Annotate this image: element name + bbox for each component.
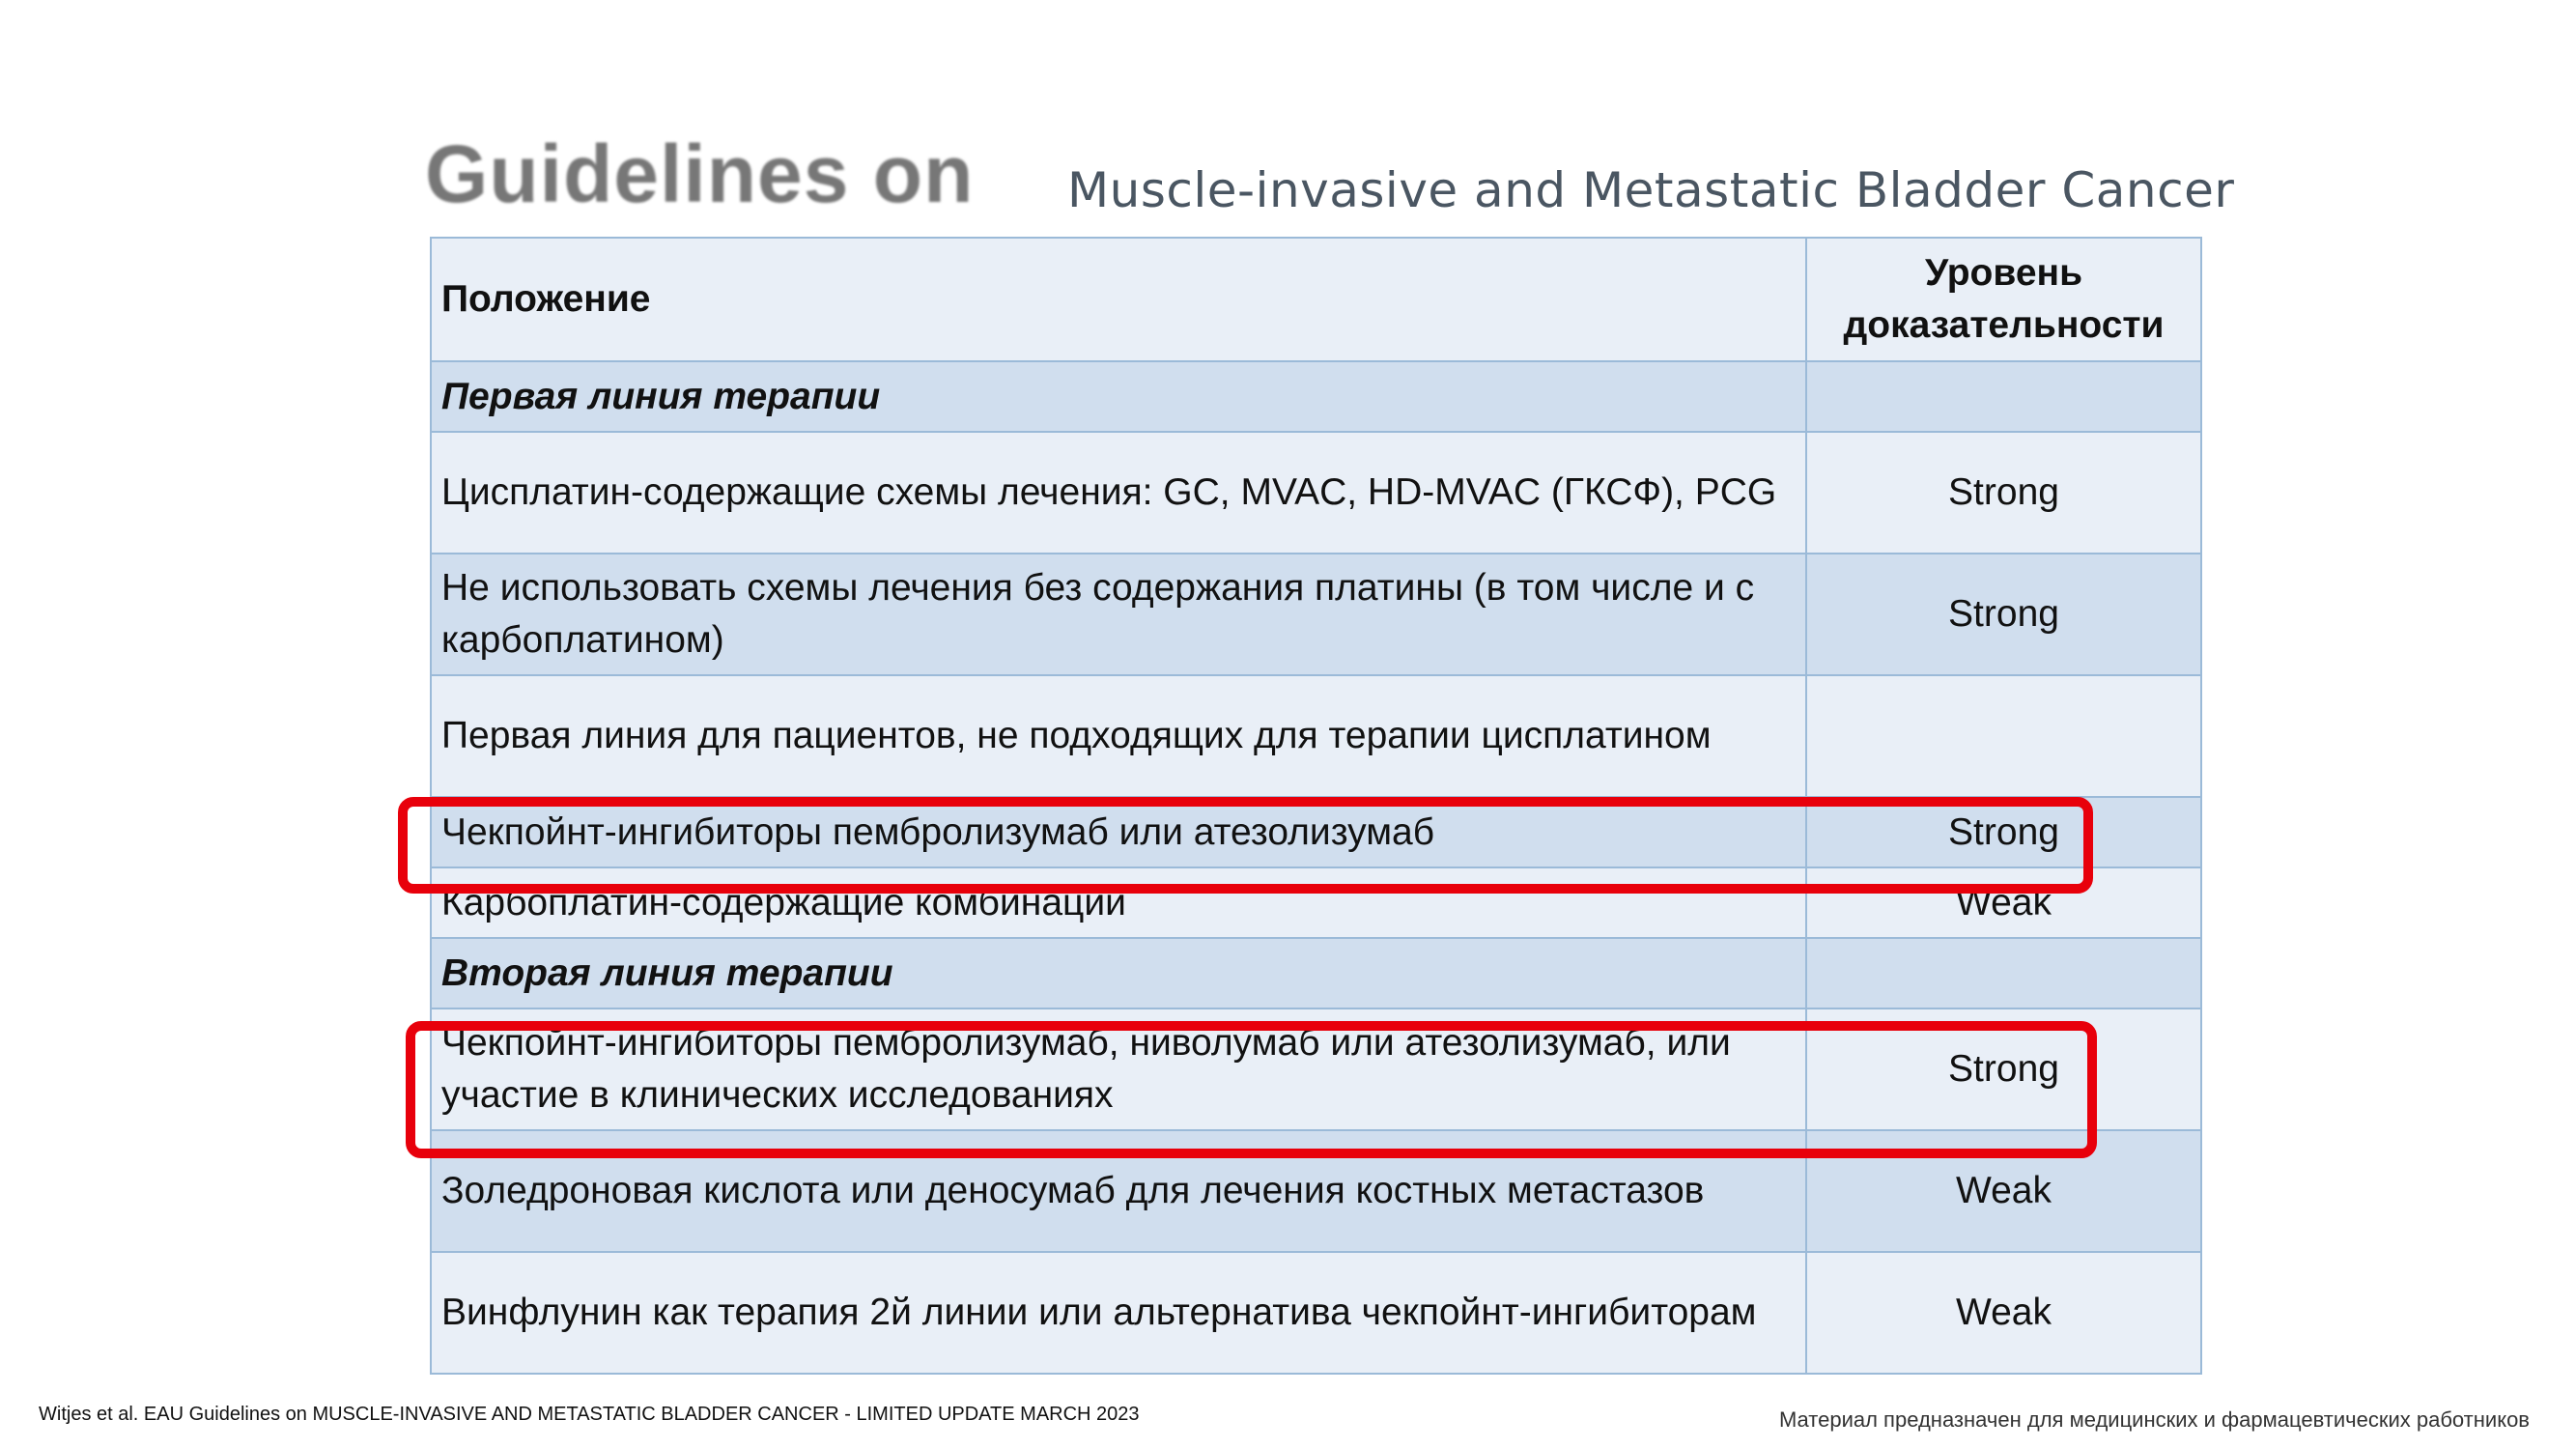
table-row bbox=[431, 1130, 2201, 1252]
disclaimer-footer: Материал предназначен для медицинских и фармацевтических работников bbox=[1778, 1407, 2530, 1432]
section-row-first-line bbox=[431, 361, 2201, 432]
evidence-level: Weak bbox=[1806, 1130, 2201, 1252]
statement-cell: Золедроновая кислота или деносумаб для лечения костных метастазов bbox=[431, 1130, 1806, 1252]
evidence-level: Strong bbox=[1806, 797, 2201, 867]
statement-cell: Не использовать схемы лечения без содержания платины (в том числе и с карбоплатином) bbox=[431, 554, 1806, 675]
guidelines-subtitle: Muscle-invasive and Metastatic Bladder Cancer bbox=[1067, 162, 2235, 218]
table-row bbox=[431, 867, 2201, 938]
column-header-level bbox=[1806, 238, 2201, 361]
table-row bbox=[431, 432, 2201, 554]
evidence-level: Strong bbox=[1806, 554, 2201, 675]
table-row-highlighted bbox=[431, 797, 2201, 867]
evidence-level: Weak bbox=[1806, 867, 2201, 938]
recommendations-table bbox=[430, 237, 2202, 1375]
table-row-highlighted bbox=[431, 1009, 2201, 1130]
statement-cell: Чекпойнт-ингибиторы пембролизумаб, ниволумаб или атезолизумаб, или участие в клинических исследованиях bbox=[431, 1009, 1806, 1130]
statement-cell: Винфлунин как терапия 2й линии или альтернатива чекпойнт-ингибиторам bbox=[431, 1252, 1806, 1374]
section-row-second-line bbox=[431, 938, 2201, 1009]
statement-cell: Карбоплатин-содержащие комбинации bbox=[431, 867, 1806, 938]
guidelines-title: Guidelines on bbox=[425, 128, 975, 219]
table-row bbox=[431, 675, 2201, 797]
column-header-statement: Положение bbox=[431, 238, 1806, 361]
evidence-level: Weak bbox=[1806, 1252, 2201, 1374]
section-label: Вторая линия терапии bbox=[431, 938, 1806, 1009]
table-row bbox=[431, 1252, 2201, 1374]
evidence-level bbox=[1806, 675, 2201, 797]
column-header-level-line2: доказательности bbox=[1843, 304, 2165, 346]
statement-cell: Цисплатин-содержащие схемы лечения: GC, MVAC, HD-MVAC (ГКСФ), PCG bbox=[431, 432, 1806, 554]
evidence-level: Strong bbox=[1806, 432, 2201, 554]
statement-cell: Чекпойнт-ингибиторы пембролизумаб или атезолизумаб bbox=[431, 797, 1806, 867]
section-label: Первая линия терапии bbox=[431, 361, 1806, 432]
column-header-level-line1: Уровень bbox=[1924, 252, 2083, 294]
table-header-row bbox=[431, 238, 2201, 361]
evidence-level bbox=[1806, 938, 2201, 1009]
evidence-level: Strong bbox=[1806, 1009, 2201, 1130]
statement-cell: Первая линия для пациентов, не подходящих для терапии цисплатином bbox=[431, 675, 1806, 797]
citation-footer: Witjes et al. EAU Guidelines on MUSCLE-INVASIVE AND METASTATIC BLADDER CANCER - LIMITED UPDATE MARCH 2023 bbox=[39, 1404, 1140, 1425]
table-row bbox=[431, 554, 2201, 675]
evidence-level bbox=[1806, 361, 2201, 432]
